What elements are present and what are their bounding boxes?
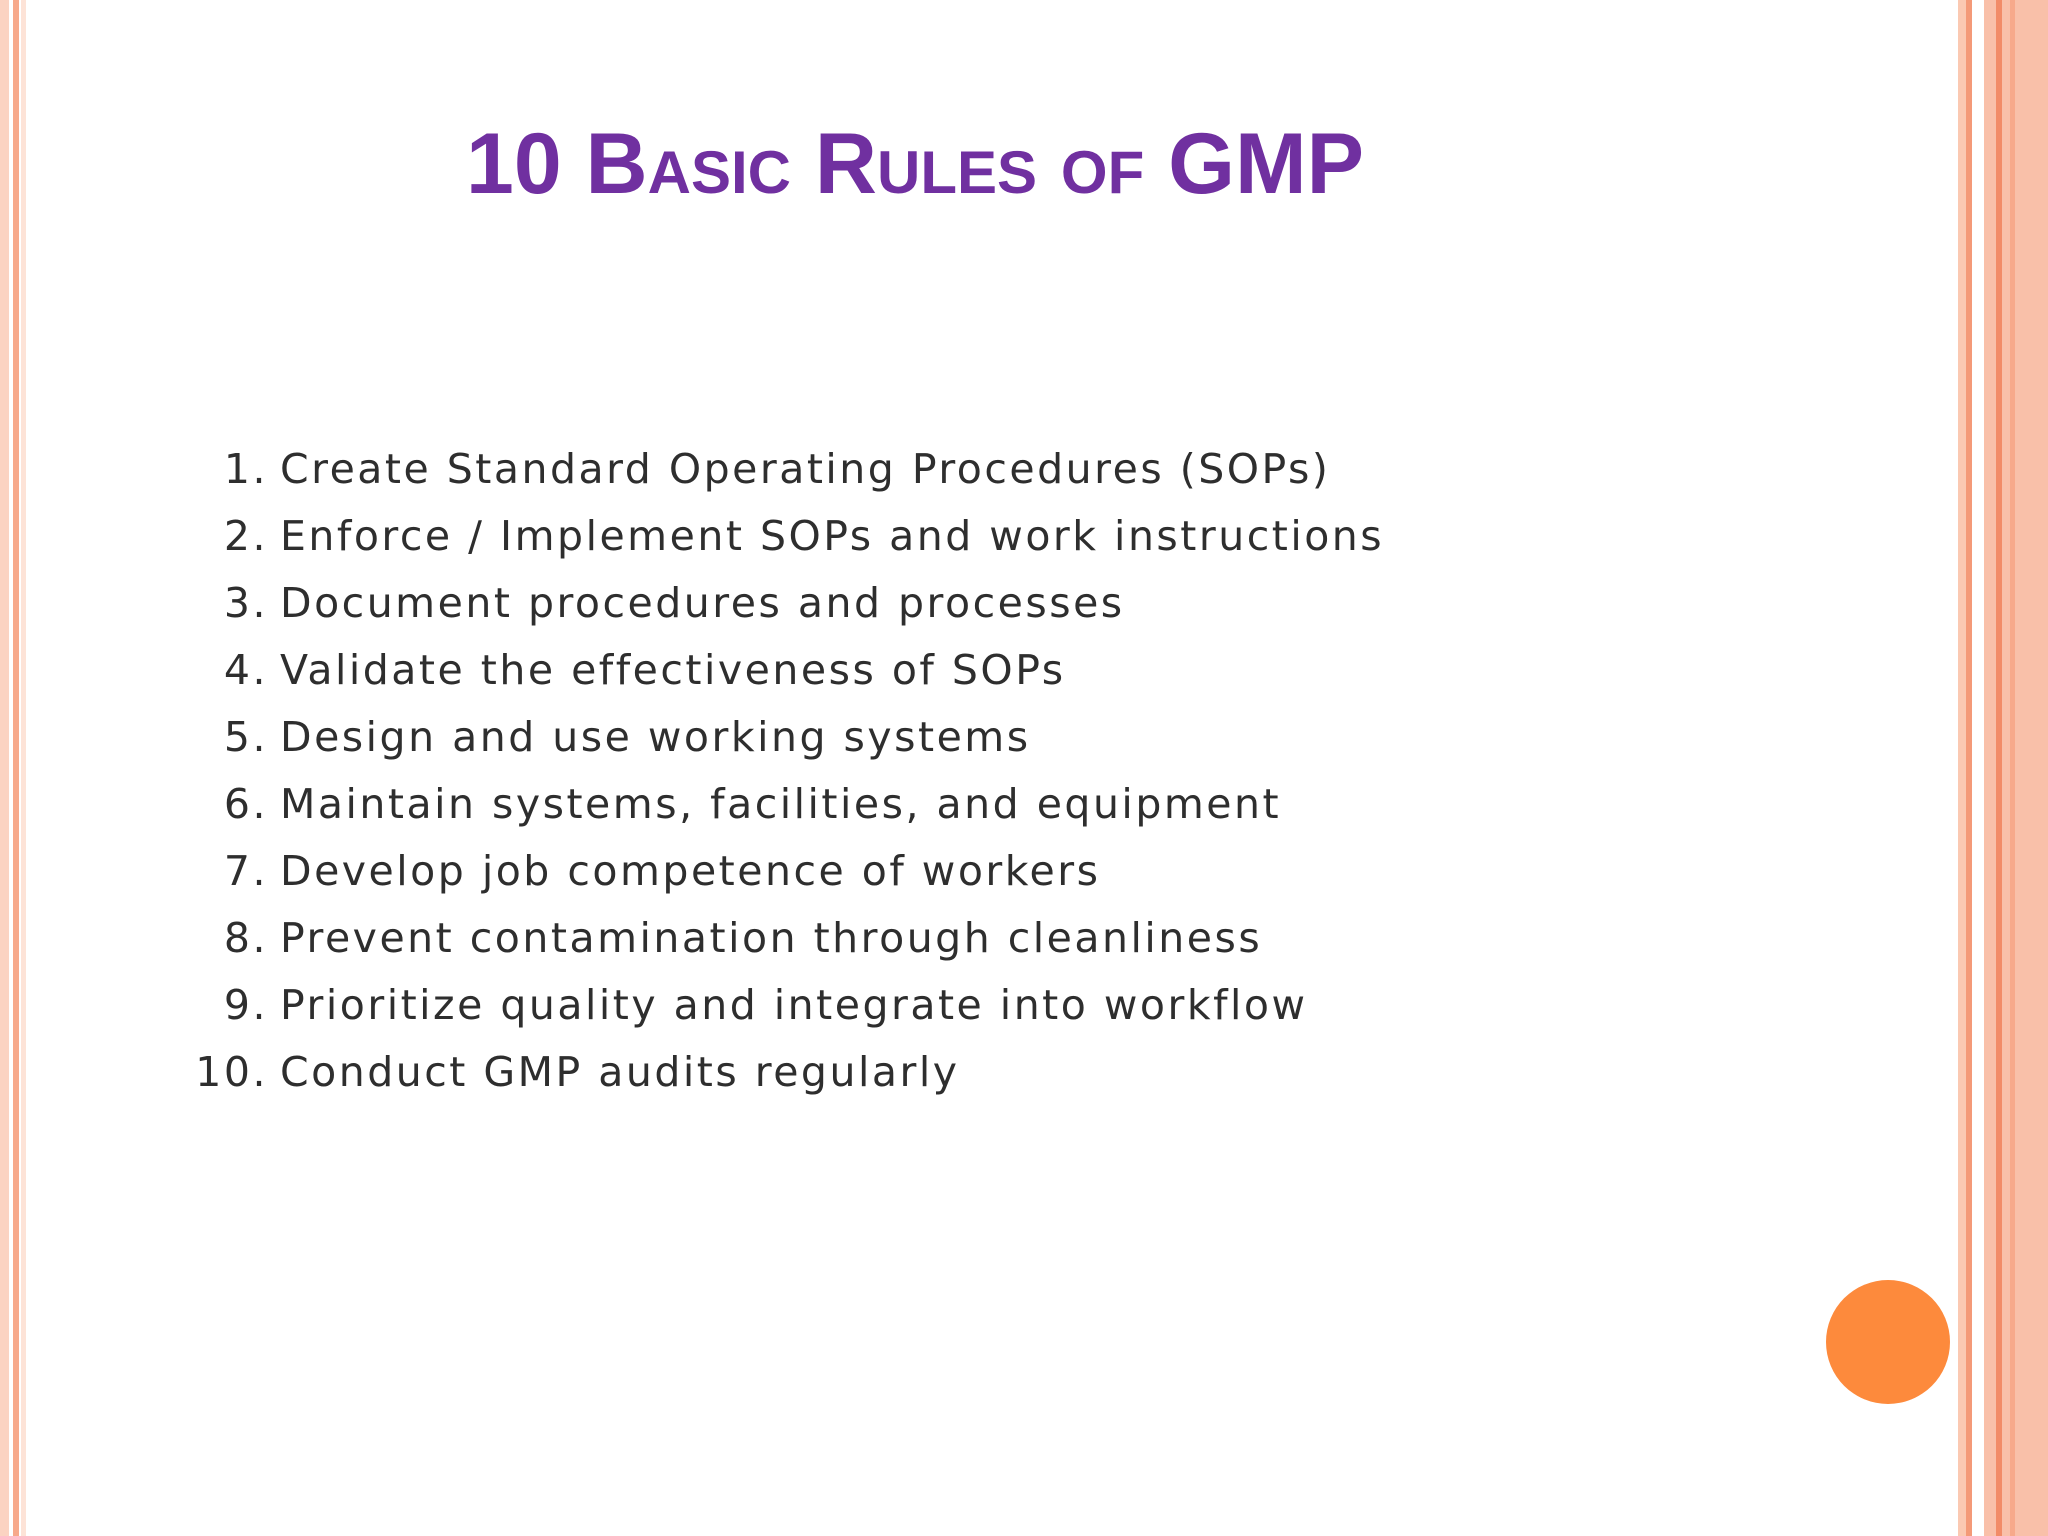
right-border-stripe: [1958, 0, 1966, 1536]
rule-number: 5.: [223, 713, 268, 761]
rule-number: 8.: [223, 914, 268, 962]
rule-text: Prevent contamination through cleanliness: [280, 914, 1263, 962]
rule-text: Create Standard Operating Procedures (SOPs): [280, 445, 1331, 493]
rule-text: Develop job competence of workers: [280, 847, 1101, 895]
rule-text: Document procedures and processes: [280, 579, 1125, 627]
right-border-stripe: [1996, 0, 2002, 1536]
rule-text: Prioritize quality and integrate into workflow: [280, 981, 1308, 1029]
rule-text: Validate the effectiveness of SOPs: [280, 646, 1066, 694]
rule-number: 7.: [223, 847, 268, 895]
rule-text: Conduct GMP audits regularly: [280, 1048, 960, 1096]
rule-number: 9.: [223, 981, 268, 1029]
rule-item: [170, 708, 1770, 775]
orange-circle-icon: [1826, 1280, 1950, 1404]
rules-list: [170, 440, 1770, 1110]
rule-item: [170, 507, 1770, 574]
rule-number: 3.: [223, 579, 268, 627]
rule-text: Enforce / Implement SOPs and work instructions: [280, 512, 1385, 560]
rule-item: [170, 574, 1770, 641]
slide-title: 10 Basic Rules of GMP: [466, 116, 1365, 212]
left-border-stripe: [0, 0, 9, 1536]
rule-item: [170, 1043, 1770, 1110]
rule-number: 10.: [195, 1048, 268, 1096]
rule-item: [170, 909, 1770, 976]
rule-text: Maintain systems, facilities, and equipment: [280, 780, 1282, 828]
rule-item: [170, 976, 1770, 1043]
rule-text: Design and use working systems: [280, 713, 1031, 761]
rule-number: 4.: [223, 646, 268, 694]
rule-item: [170, 641, 1770, 708]
rule-item: [170, 775, 1770, 842]
right-border-panel: [1984, 0, 2048, 1536]
right-border-stripe: [2010, 0, 2015, 1536]
rule-number: 1.: [223, 445, 268, 493]
rule-number: 2.: [223, 512, 268, 560]
left-border-stripe: [13, 0, 19, 1536]
rule-item: [170, 842, 1770, 909]
rule-item: [170, 440, 1770, 507]
right-border-stripe: [1972, 0, 1984, 1536]
rule-number: 6.: [223, 780, 268, 828]
left-border-stripe: [21, 0, 26, 1536]
